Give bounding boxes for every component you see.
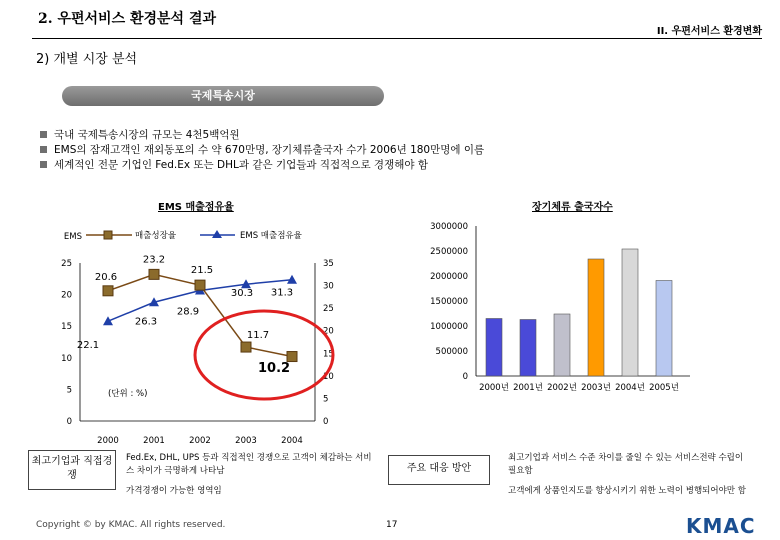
left-summary-box: 최고기업과 직접경쟁 bbox=[28, 450, 116, 490]
legend-marker-share bbox=[212, 230, 222, 238]
right-tick-label: 15 bbox=[323, 349, 334, 360]
bar-x-tick-label: 2002년 bbox=[547, 383, 577, 393]
bullet-text: EMS의 잠재고객인 재외동포의 수 약 670만명, 장기체류출국자 수가 2006년 180만명에 이름 bbox=[54, 144, 485, 156]
bar bbox=[588, 259, 604, 376]
bullet-item bbox=[40, 142, 484, 157]
right-tick-label: 30 bbox=[323, 281, 334, 292]
point-growth bbox=[103, 286, 113, 296]
bar bbox=[486, 319, 502, 377]
square-bullet-icon bbox=[40, 131, 47, 138]
point-share bbox=[287, 275, 297, 284]
header-divider bbox=[32, 38, 762, 39]
bar-chart bbox=[418, 210, 708, 400]
point-growth bbox=[149, 269, 159, 279]
topic-pill: 국제특송시장 bbox=[62, 86, 384, 106]
bullet-item bbox=[40, 157, 428, 172]
center-bullet-text: Fed.Ex, DHL, UPS 등과 직접적인 경쟁으로 고객이 체감하는 서비스 차이가 극명하게 나타남 bbox=[126, 453, 372, 476]
legend-label-growth-prefix: EMS bbox=[63, 232, 82, 242]
left-tick-label: 10 bbox=[61, 353, 72, 364]
right-tick-label: 10 bbox=[323, 371, 334, 382]
right-tick-label: 0 bbox=[323, 417, 329, 427]
bar-x-tick-label: 2001년 bbox=[513, 383, 543, 393]
legend-label-share: EMS 매출점유율 bbox=[240, 231, 302, 241]
bar-x-tick-label: 2000년 bbox=[479, 383, 509, 393]
right-bullet-text: 고객에게 상품인지도를 향상시키기 위한 노력이 병행되어야만 함 bbox=[508, 486, 746, 496]
x-tick-label: 2004 bbox=[281, 436, 303, 446]
x-tick-label: 2000 bbox=[97, 436, 119, 446]
bar-x-tick-label: 2004년 bbox=[615, 383, 645, 393]
x-tick-label: 2002 bbox=[189, 436, 211, 446]
bar-chart-title: 장기체류 출국자수 bbox=[532, 202, 613, 213]
left-tick-label: 0 bbox=[66, 417, 72, 427]
right-bullet bbox=[508, 452, 750, 478]
chapter-label: II. 우편서비스 환경변화 bbox=[656, 26, 762, 37]
label-share: 31.3 bbox=[270, 287, 294, 299]
right-bullet-text: 최고기업과 서비스 수준 차이를 줄일 수 있는 서비스전략 수립이 필요함 bbox=[508, 453, 744, 476]
highlight-circle bbox=[190, 305, 340, 405]
label-growth: 11.7 bbox=[246, 330, 270, 342]
bar bbox=[622, 249, 638, 376]
right-tick-label: 20 bbox=[323, 326, 334, 337]
legend-label-growth: 매출성장율 bbox=[135, 231, 177, 241]
line-chart-title: EMS 매출점유율 bbox=[158, 202, 234, 213]
bar-y-tick-label: 500000 bbox=[435, 347, 468, 357]
center-bullet bbox=[126, 452, 376, 478]
label-share: 26.3 bbox=[134, 316, 158, 328]
bullet-text: 국내 국제특송시장의 규모는 4천5백억원 bbox=[54, 129, 240, 141]
bar-y-tick-label: 1500000 bbox=[430, 297, 468, 307]
middle-box: 주요 대응 방안 bbox=[388, 455, 490, 485]
square-bullet-icon bbox=[40, 146, 47, 153]
page-number: 17 bbox=[386, 520, 398, 530]
subsection-title: 2) 개별 시장 분석 bbox=[36, 52, 138, 67]
kmac-logo: KMAC bbox=[686, 514, 756, 538]
bar bbox=[656, 281, 672, 377]
unit-note: (단위 : %) bbox=[108, 389, 148, 399]
x-tick-label: 2001 bbox=[143, 436, 165, 446]
legend-marker-growth bbox=[104, 231, 112, 239]
right-tick-label: 35 bbox=[323, 259, 334, 269]
bar-y-tick-label: 1000000 bbox=[430, 322, 468, 332]
center-bullet bbox=[126, 485, 376, 498]
section-title: 2. 우편서비스 환경분석 결과 bbox=[38, 11, 217, 27]
point-share bbox=[103, 316, 113, 325]
x-tick-label: 2003 bbox=[235, 436, 257, 446]
square-bullet-icon bbox=[40, 161, 47, 168]
bullet-item bbox=[40, 127, 240, 142]
right-bullet bbox=[508, 485, 750, 498]
left-tick-label: 5 bbox=[66, 385, 72, 396]
left-tick-label: 25 bbox=[61, 259, 72, 269]
bar-y-tick-label: 2000000 bbox=[430, 272, 468, 282]
left-tick-label: 20 bbox=[61, 290, 72, 301]
center-bullet-text: 가격경쟁이 가능한 영역임 bbox=[126, 486, 222, 496]
label-growth: 21.5 bbox=[190, 265, 214, 277]
bar-y-tick-label: 3000000 bbox=[430, 222, 468, 232]
bar-x-tick-label: 2005년 bbox=[649, 383, 679, 393]
red-ellipse bbox=[195, 311, 333, 399]
label-growth: 20.6 bbox=[94, 271, 118, 283]
bar-y-tick-label: 0 bbox=[462, 372, 468, 382]
bar bbox=[520, 320, 536, 377]
bar-y-tick-label: 2500000 bbox=[430, 247, 468, 257]
bullet-text: 세계적인 전문 기업인 Fed.Ex 또는 DHL과 같은 기업들과 직접적으로 경쟁해야 함 bbox=[54, 159, 428, 171]
footer-copyright: Copyright © by KMAC. All rights reserved. bbox=[36, 520, 226, 530]
left-tick-label: 15 bbox=[61, 322, 72, 333]
annotation-value: 10.2 bbox=[258, 361, 291, 376]
right-tick-label: 5 bbox=[323, 394, 329, 405]
point-growth bbox=[195, 280, 205, 290]
label-growth: 23.2 bbox=[142, 254, 166, 266]
bar-x-tick-label: 2003년 bbox=[581, 383, 611, 393]
bar bbox=[554, 314, 570, 376]
right-tick-label: 25 bbox=[323, 304, 334, 315]
label-share: 22.1 bbox=[76, 340, 100, 352]
label-share: 28.9 bbox=[176, 306, 200, 318]
label-share: 30.3 bbox=[230, 288, 254, 300]
